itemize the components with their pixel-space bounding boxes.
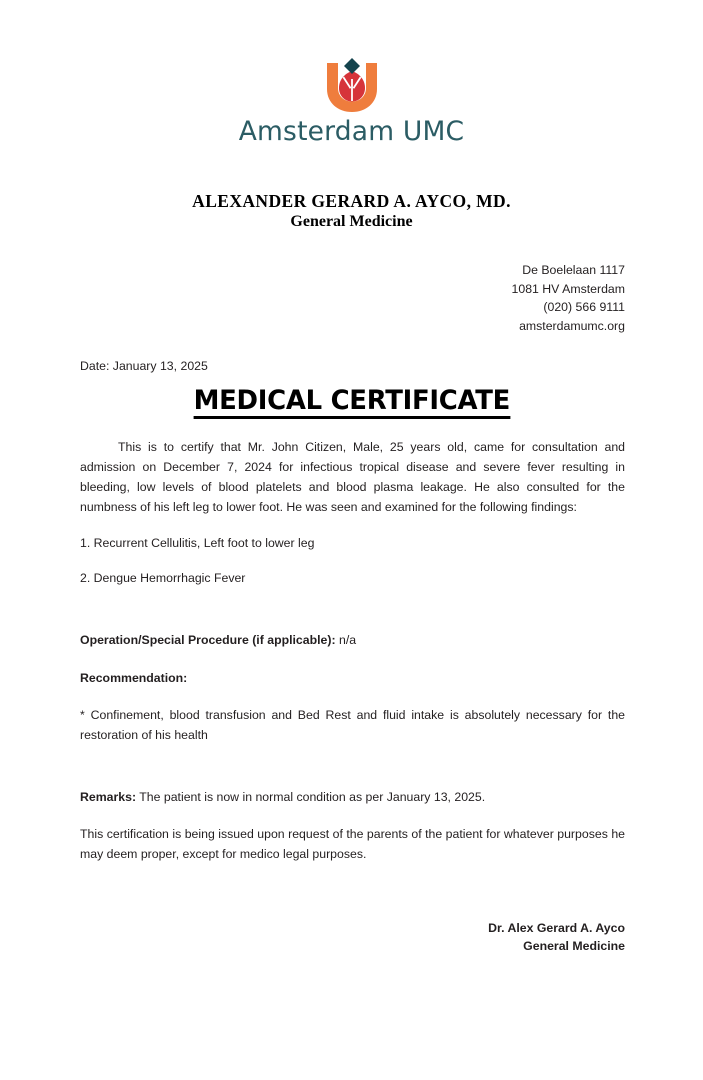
address-website: amsterdamumc.org	[519, 318, 625, 333]
address-phone: (020) 566 9111	[543, 300, 625, 315]
doctor-name: ALEXANDER GERARD A. AYCO, MD.	[192, 190, 511, 211]
clinic-address-block	[0, 261, 703, 336]
signature-block	[0, 919, 703, 956]
letterhead	[0, 0, 703, 146]
amsterdam-umc-tulip-logo-icon	[323, 57, 381, 113]
spacer	[80, 689, 625, 706]
intro-paragraph: This is to certify that Mr. John Citizen, Male, 25 years old, came for consultation and admission on December 7, 2024 for infectious tropical disease and severe fever resulting in bleeding, low levels of blood platelets and blood plasma leakage. He also consulted for the numbness of his left leg to lower foot. He was seen and examined for the following findings:	[80, 439, 625, 514]
certificate-body	[0, 438, 703, 865]
operation-line	[80, 631, 625, 651]
remarks-line	[80, 788, 625, 808]
doctor-heading	[0, 191, 703, 231]
recommendation-text: * Confinement, blood transfusion and Bed Rest and fluid intake is absolutely necessary for the restoration of his health	[80, 708, 625, 743]
spacer	[80, 651, 625, 669]
recommendation-label: Recommendation:	[80, 671, 188, 686]
document-date: Date: January 13, 2025	[80, 358, 208, 373]
doctor-specialty: General Medicine	[290, 212, 413, 230]
signatory-name: Dr. Alex Gerard A. Ayco	[488, 920, 625, 935]
operation-value: n/a	[339, 633, 357, 648]
address-street: De Boelelaan 1117	[522, 262, 625, 277]
document-title-wrap	[0, 384, 703, 419]
section-spacer	[80, 589, 625, 631]
remarks-label: Remarks:	[80, 789, 137, 804]
section-spacer	[80, 746, 625, 788]
operation-label: Operation/Special Procedure (if applicable):	[80, 633, 336, 648]
remarks-text: The patient is now in normal condition as per January 13, 2025.	[139, 789, 486, 804]
finding-item: 2. Dengue Hemorrhagic Fever	[80, 571, 246, 586]
page-title: MEDICAL CERTIFICATE	[193, 387, 509, 419]
address-city: 1081 HV Amsterdam	[511, 281, 625, 296]
amsterdam-umc-wordmark: Amsterdam UMC	[238, 116, 465, 147]
signatory-specialty: General Medicine	[523, 939, 625, 954]
spacer	[80, 808, 625, 825]
closing-paragraph: This certification is being issued upon request of the parents of the patient for whatever purposes he may deem proper, except for medico legal purposes.	[80, 826, 625, 861]
finding-item: 1. Recurrent Cellulitis, Left foot to lower leg	[80, 535, 315, 550]
